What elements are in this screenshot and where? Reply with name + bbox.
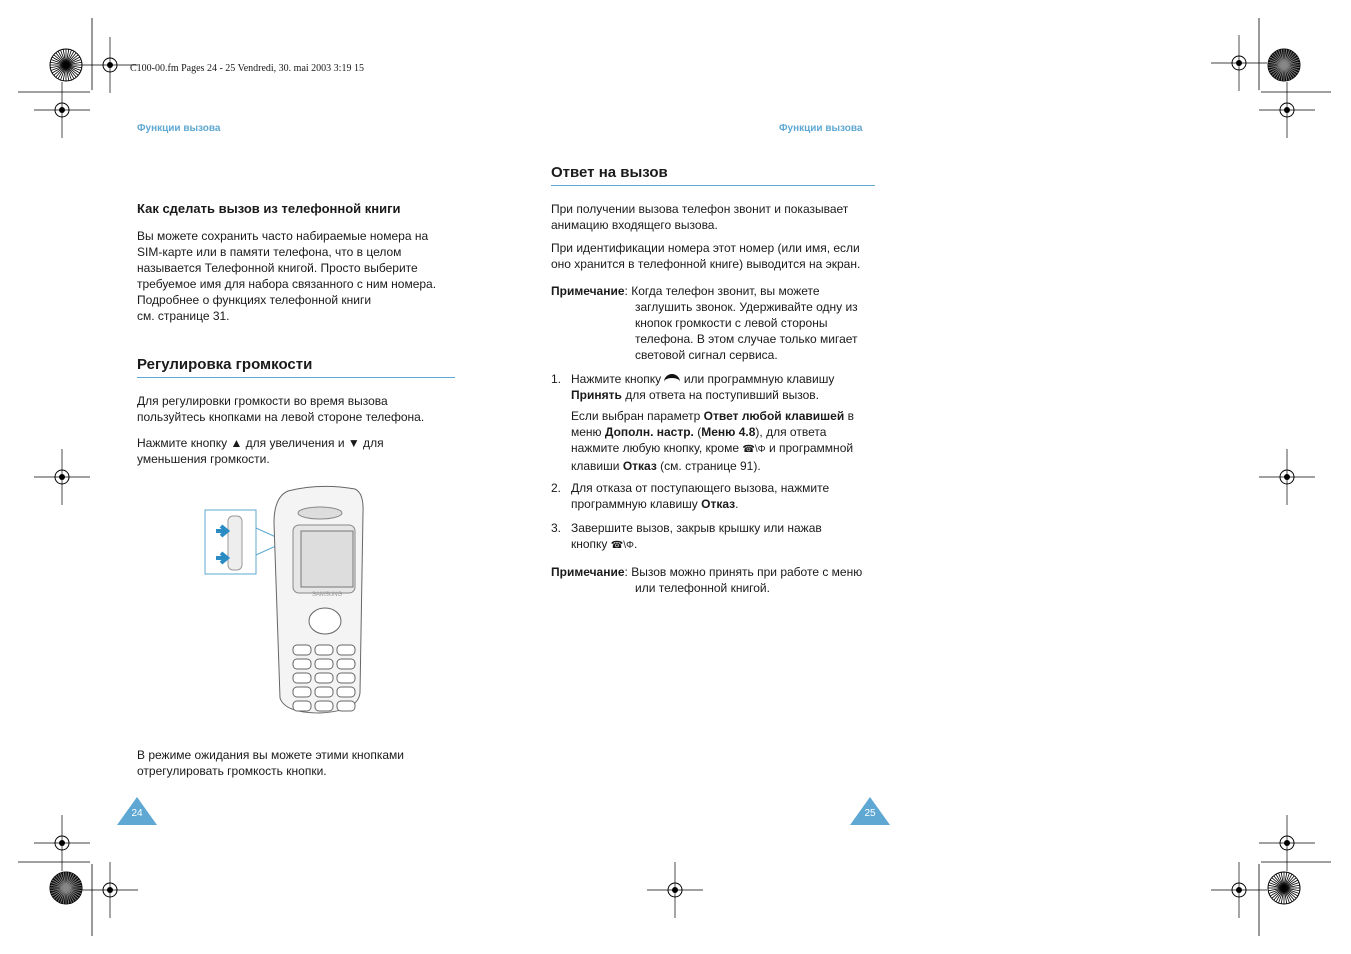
text-line: Завершите вызов, закрыв крышку или нажав	[571, 521, 822, 535]
end-key-icon: ☎\Φ	[610, 540, 635, 551]
text: для ответа на поступивший вызов.	[625, 388, 819, 402]
page-number: 24	[131, 808, 143, 819]
volume-paragraph-2	[137, 435, 384, 467]
text-line: Подробнее о функциях телефонной книги	[137, 293, 372, 307]
text: Отказ	[622, 459, 657, 473]
file-slug: C100-00.fm Pages 24 - 25 Vendredi, 30. mai 2003 3:19 15	[130, 63, 364, 74]
crosshair-mark	[59, 474, 65, 480]
standby-paragraph	[137, 747, 404, 779]
text-line: пользуйтесь кнопками на левой стороне телефона.	[137, 410, 425, 424]
phone-key	[337, 659, 355, 669]
crosshair-mark	[107, 887, 113, 893]
text-line: : Вызов можно принять при работе с меню	[624, 565, 863, 579]
section-title-answer: Ответ на вызов	[551, 164, 875, 186]
page-number-badge-right	[850, 797, 890, 825]
crosshair-mark	[59, 107, 65, 113]
phone-key	[337, 673, 355, 683]
crosshair-mark	[107, 62, 113, 68]
running-head-right: Функции вызова	[779, 123, 863, 134]
phone-key	[293, 645, 311, 655]
text-line: В режиме ожидания вы можете этими кнопками	[137, 748, 404, 762]
phonebook-paragraph	[137, 228, 436, 324]
answer-paragraph-2	[551, 240, 860, 272]
send-key-icon	[664, 374, 680, 386]
note-label: Примечание	[551, 565, 625, 579]
text-line: Вы можете сохранить часто набираемые номера на	[137, 229, 429, 243]
text-line: отрегулировать громкость кнопки.	[137, 764, 327, 778]
note-1	[551, 283, 881, 363]
text-line: SIM-карте или в памяти телефона, что в целом	[137, 245, 402, 259]
phone-key	[315, 687, 333, 697]
phone-key	[337, 701, 355, 711]
note-label: Примечание	[551, 284, 625, 298]
page-number-badge-left	[117, 797, 157, 825]
text: в	[847, 409, 854, 423]
volume-paragraph-1	[137, 393, 424, 425]
text: ), для ответа	[755, 425, 827, 439]
text-line: или телефонной книгой.	[635, 581, 770, 595]
crosshair-mark	[1284, 107, 1290, 113]
text-line: При получении вызова телефон звонит и показывает	[551, 202, 849, 216]
phone-key	[315, 701, 333, 711]
step-number: 2.	[551, 481, 562, 495]
answer-paragraph-1	[551, 201, 848, 233]
note-2	[551, 564, 881, 596]
text-line: световой сигнал сервиса.	[635, 348, 778, 362]
text-line: уменьшения громкости.	[137, 452, 270, 466]
phone-key	[293, 687, 311, 697]
step-number: 3.	[551, 521, 562, 535]
text: или программную клавишу	[683, 372, 835, 386]
phone-key	[337, 645, 355, 655]
phone-key	[315, 673, 333, 683]
phone-brand-logo: SAMSUNG	[311, 592, 343, 598]
text: Если выбран параметр	[571, 409, 701, 423]
page-number: 25	[864, 808, 876, 819]
text: Нажмите кнопку	[571, 372, 662, 386]
step-number: 1.	[551, 372, 562, 386]
text: клавиши	[571, 459, 620, 473]
text: Отказ	[701, 497, 736, 511]
step-2: 2. Для отказа от поступающего вызова, нажмите программную клавишу Отказ.	[551, 480, 881, 512]
phone-key	[315, 659, 333, 669]
phone-key	[293, 701, 311, 711]
phone-key	[315, 645, 333, 655]
text: кнопку	[571, 537, 608, 551]
text: (	[697, 425, 702, 439]
crosshair-mark	[1236, 887, 1242, 893]
text: Дополн. настр.	[604, 425, 694, 439]
step-1	[551, 371, 881, 474]
step-3: 3. Завершите вызов, закрыв крышку или нажав кнопку ☎\Φ.	[551, 520, 881, 554]
text: \Φ	[623, 540, 635, 551]
text: \Φ	[754, 444, 766, 455]
text-line: Для отказа от поступающего вызова, нажмите	[571, 481, 830, 495]
text-line: кнопок громкости с левой стороны	[635, 316, 828, 330]
crosshair-mark	[1236, 60, 1242, 66]
phone-key	[293, 659, 311, 669]
text: меню	[571, 425, 602, 439]
text: и программной	[768, 441, 854, 455]
text-line: оно хранится в телефонной книге) выводится на экран.	[551, 257, 861, 271]
text: (см. странице 91).	[660, 459, 761, 473]
text: Меню 4.8	[701, 425, 756, 439]
running-head-left: Функции вызова	[137, 123, 221, 134]
text-line: : Когда телефон звонит, вы можете	[624, 284, 820, 298]
crosshair-mark	[1284, 474, 1290, 480]
crosshair-mark	[672, 887, 678, 893]
text-line: называется Телефонной книгой. Просто выберите	[137, 261, 418, 275]
text-line: При идентификации номера этот номер (или имя, если	[551, 241, 860, 255]
crosshair-mark	[1284, 840, 1290, 846]
phone-illustration	[200, 483, 370, 718]
text: Ответ любой клавишей	[703, 409, 845, 423]
text-line: заглушить звонок. Удерживайте одну из	[635, 300, 858, 314]
section-title-phonebook-call: Как сделать вызов из телефонной книги	[137, 201, 401, 216]
text: нажмите любую кнопку, кроме	[571, 441, 740, 455]
end-key-icon: ☎\Φ	[742, 444, 766, 455]
phone-key	[293, 673, 311, 683]
text-line: телефона. В этом случае только мигает	[635, 332, 858, 346]
text-line: Нажмите кнопку ▲ для увеличения и ▼ для	[137, 436, 384, 450]
crosshair-mark	[59, 840, 65, 846]
text: программную клавишу	[571, 497, 698, 511]
text-line: Для регулировки громкости во время вызова	[137, 394, 388, 408]
text-line: анимацию входящего вызова.	[551, 218, 718, 232]
phone-key	[337, 687, 355, 697]
softkey-accept: Принять	[571, 388, 622, 402]
text-line: см. странице 31.	[137, 309, 230, 323]
section-title-volume: Регулировка громкости	[137, 356, 455, 378]
text-line: требуемое имя для набора связанного с ним номера.	[137, 277, 437, 291]
